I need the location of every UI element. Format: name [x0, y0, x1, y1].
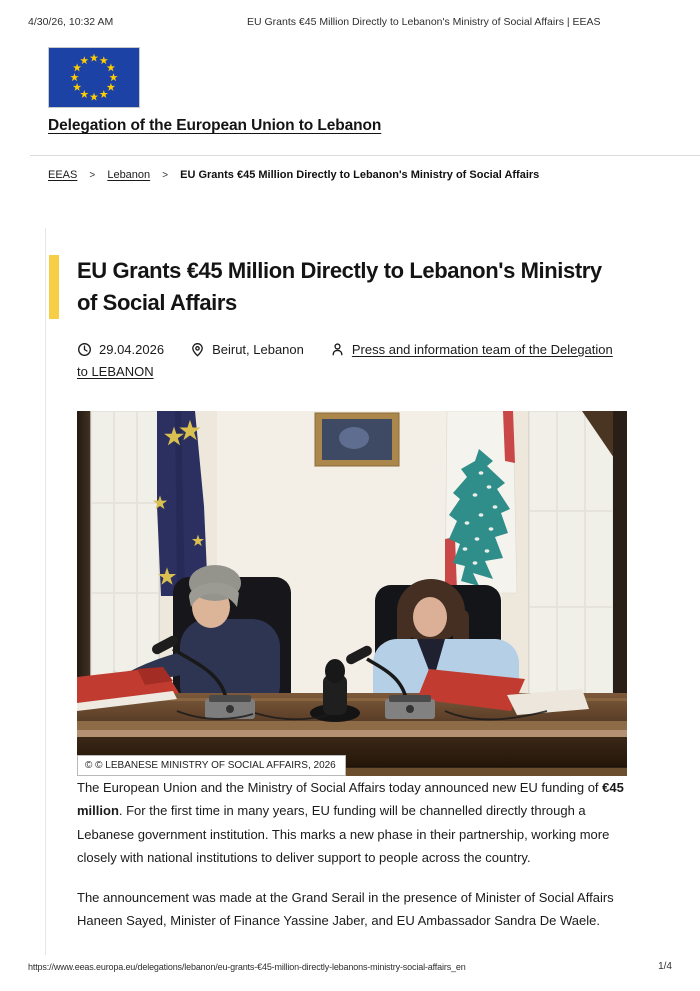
article-photo [77, 411, 627, 776]
print-footer-page-number: 1/4 [658, 961, 672, 972]
header-divider [30, 155, 700, 156]
signing-ceremony-image [77, 411, 627, 776]
person-icon [330, 342, 345, 357]
meta-location [190, 342, 304, 357]
breadcrumb-link-eeas[interactable]: EEAS [48, 169, 78, 181]
left-window [91, 411, 159, 683]
print-datetime: 4/30/26, 10:32 AM [28, 16, 114, 28]
meta-date-label: 29.04.2026 [99, 342, 165, 357]
right-window [529, 411, 613, 703]
article-card [45, 228, 628, 955]
article-meta [77, 339, 625, 383]
breadcrumb-separator: > [162, 170, 169, 181]
print-footer-url: https://www.eeas.europa.eu/delegations/lebanon/eu-grants-€45-million-directly-lebanons-ministry-social-affairs_en [28, 962, 466, 972]
breadcrumb-link-lebanon[interactable]: Lebanon [107, 169, 151, 181]
clock-icon [77, 342, 92, 357]
meta-location-label: Beirut, Lebanon [212, 342, 304, 357]
location-pin-icon [190, 342, 205, 357]
eu-flag-logo [48, 47, 140, 108]
framed-portrait [315, 413, 399, 466]
paragraph-1 [77, 776, 625, 870]
press-team-link[interactable]: Press and information team of the Delegation to LEBANON [77, 342, 613, 379]
article-body [77, 776, 625, 932]
photo-caption: © © LEBANESE MINISTRY OF SOCIAL AFFAIRS, 2026 [77, 755, 346, 776]
paragraph-1-text: The European Union and the Ministry of Social Affairs today announced new EU funding of [77, 780, 603, 795]
print-document-title: EU Grants €45 Million Directly to Lebanon's Ministry of Social Affairs | EEAS [247, 16, 601, 28]
yellow-accent-bar [49, 255, 59, 319]
paragraph-1-text: . For the first time in many years, EU funding will be channelled directly through a Lebanese government institution. This marks a new phase in their partnership, working more closely with national institutions to deliver support to people across the country. [77, 803, 610, 866]
delegation-home-link[interactable]: Delegation of the European Union to Lebanon [48, 117, 382, 134]
breadcrumb [48, 169, 539, 181]
page-title: EU Grants €45 Million Directly to Lebanon's Ministry of Social Affairs [77, 258, 602, 315]
breadcrumb-separator: > [89, 170, 96, 181]
paragraph-2: The announcement was made at the Grand Serail in the presence of Minister of Social Affairs Haneen Sayed, Minister of Finance Yassine Jaber, and EU Ambassador Sandra De Waele. [77, 889, 614, 929]
lebanon-flag-photo [445, 411, 517, 593]
meta-date [77, 342, 164, 357]
paragraph-1-bold: €45 million [77, 780, 624, 819]
breadcrumb-current-page: EU Grants €45 Million Directly to Lebanon's Ministry of Social Affairs [180, 169, 540, 181]
title-row [46, 255, 628, 319]
